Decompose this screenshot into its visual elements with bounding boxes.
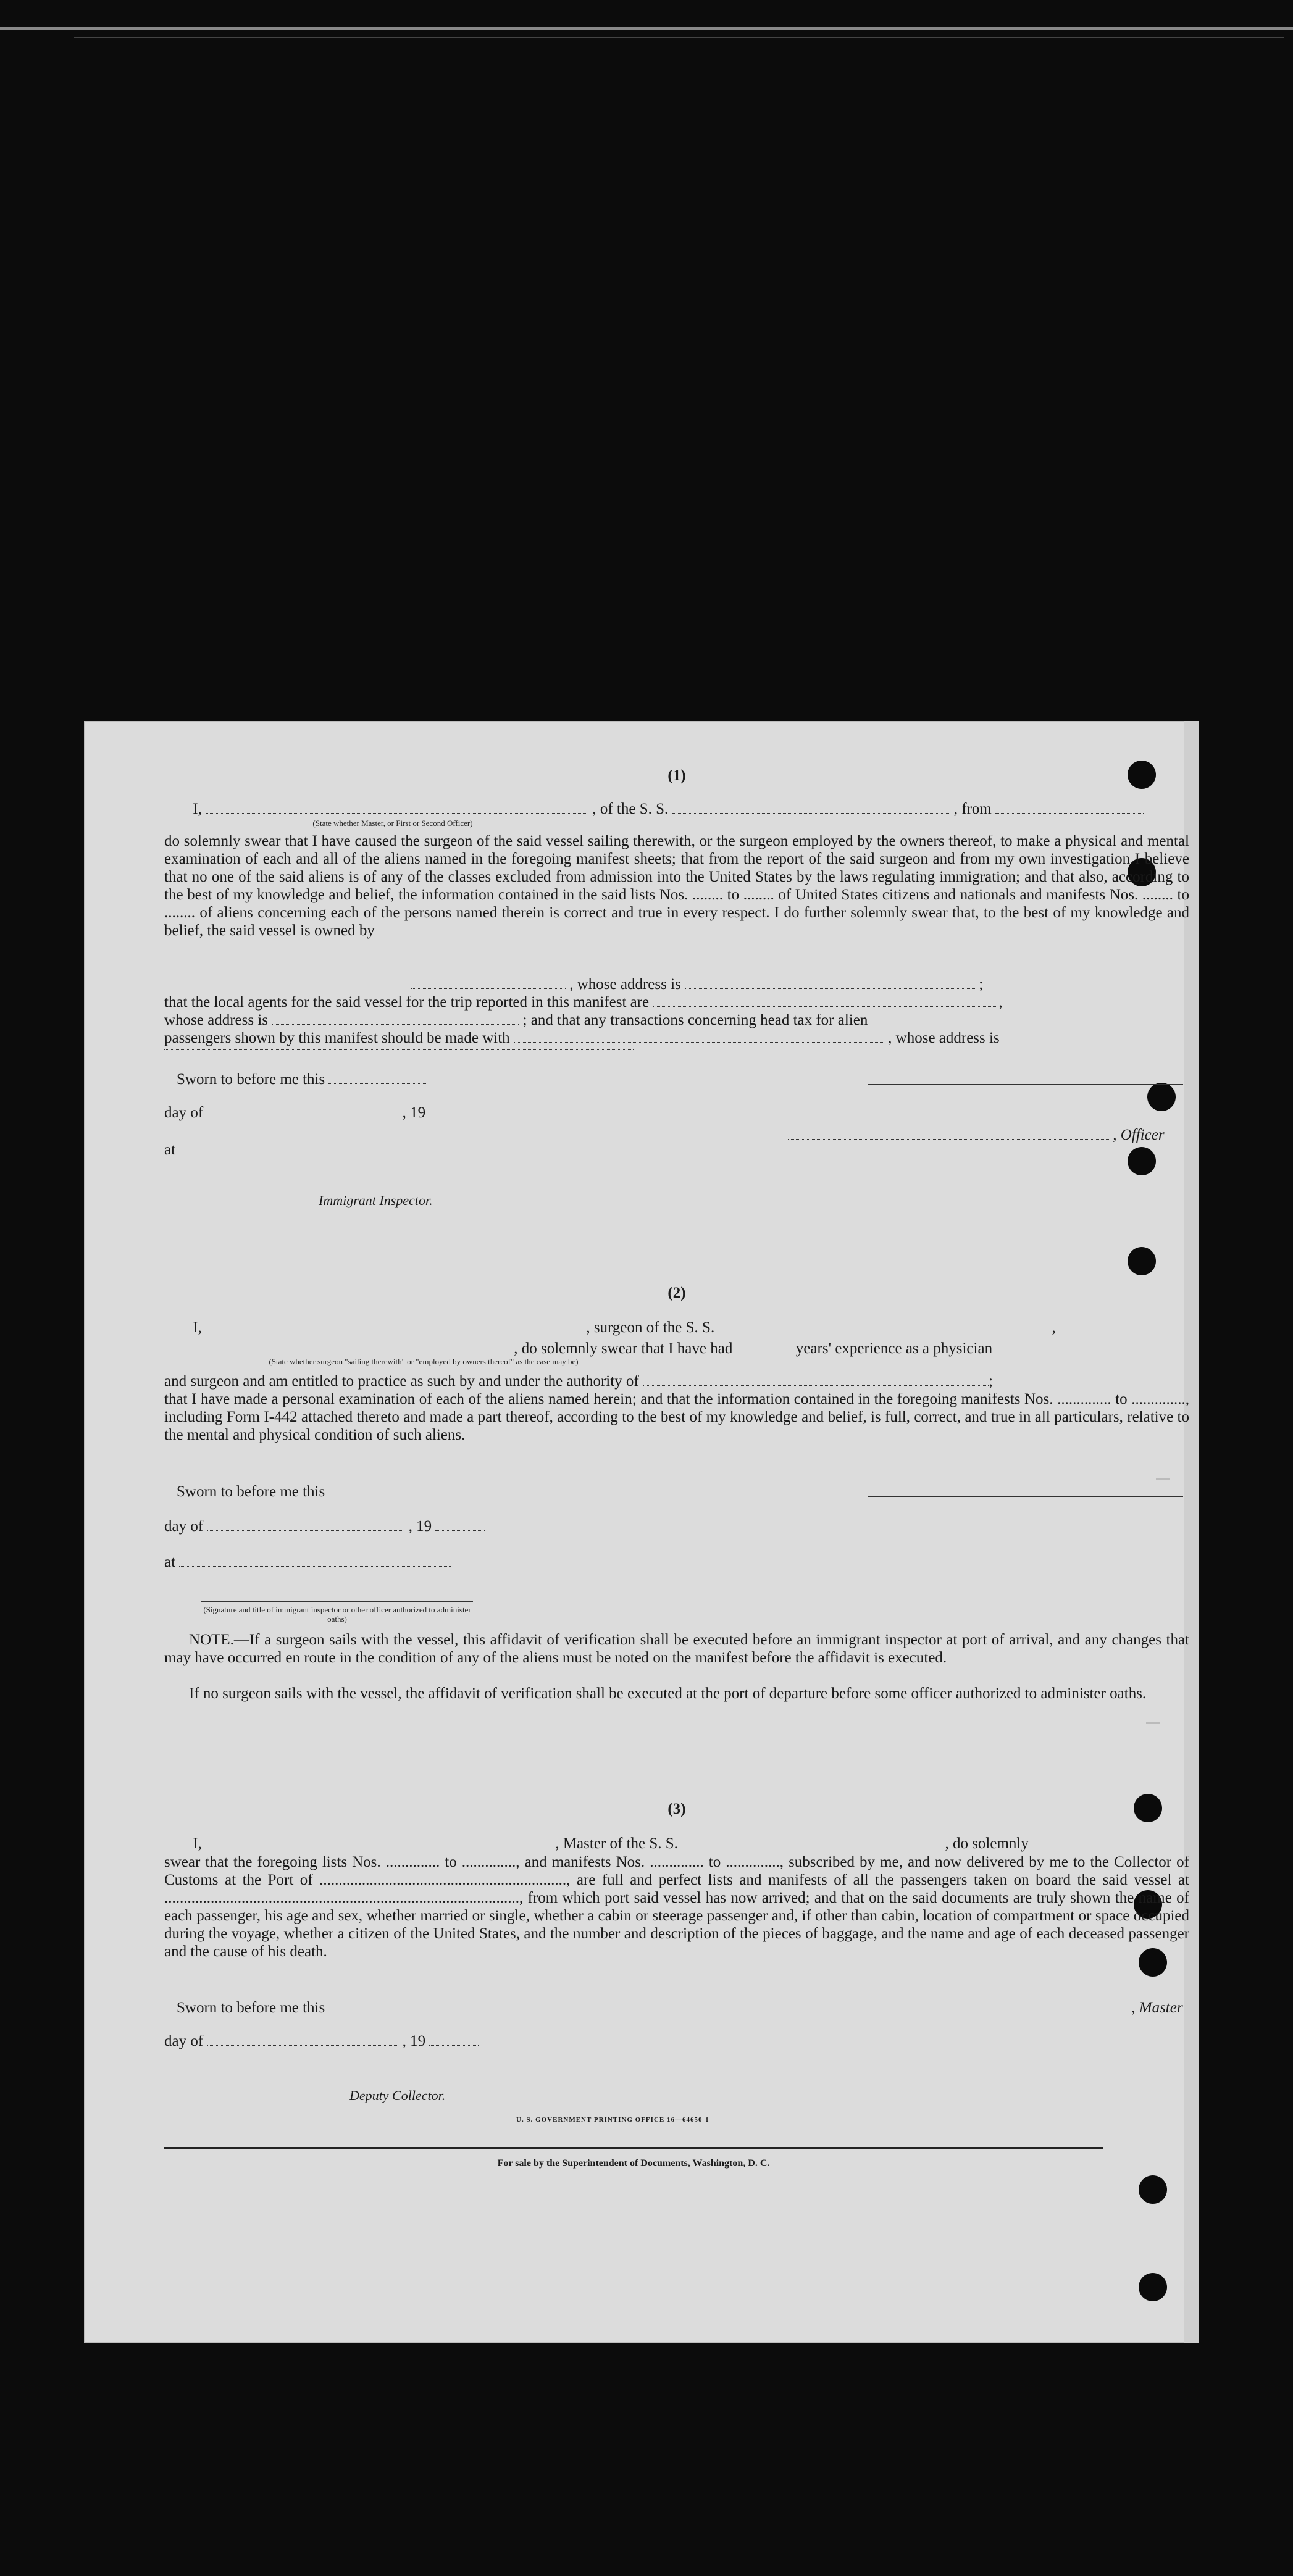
sec1-ss-label: , of the S. S. [592,801,669,817]
owner-blank[interactable] [411,976,566,989]
sec3-master-signature[interactable] [868,1999,1128,2012]
sec1-at-label: at [164,1141,176,1158]
sec3-ss-label: , Master of the S. S. [555,1835,678,1852]
vessel-name-blank[interactable] [672,801,950,814]
sec1-passengers-label: passengers shown by this manifest should be made with [164,1030,510,1046]
sec1-signature-line[interactable] [868,1084,1183,1085]
sec1-officer-label: , Officer [1113,1127,1165,1143]
sec3-master-label: , Master [1131,1999,1183,2016]
sec3-line1 [164,1835,1189,1853]
sec1-owned-end: , whose address is [569,976,681,993]
sec2-sworn-label: Sworn to before me this [177,1483,325,1500]
sec3-master-blank[interactable] [206,1835,551,1848]
margin-mark [1156,1478,1170,1480]
sec1-agents-label: that the local agents for the said vessel for the trip reported in this manifest are [164,994,650,1011]
sec1-agents-line: that the local agents for the said vessel for the trip reported in this manifest are , [164,994,1003,1011]
sec2-officer-line[interactable] [201,1601,473,1602]
sec1-day-blank[interactable] [207,1104,398,1117]
sec2-swear-label: , do solemnly swear that I have had [514,1340,733,1357]
surgeon-name-blank[interactable] [206,1319,582,1332]
sec1-at-line [164,1141,1189,1159]
sec1-day-line [164,1104,1189,1122]
margin-mark [1146,1722,1160,1724]
agents-address-blank[interactable] [272,1012,519,1025]
sec1-line1 [164,800,1189,818]
sec2-day-blank[interactable] [207,1518,404,1531]
footer-sale-text: For sale by the Superintendent of Documents, Washington, D. C. [497,2158,770,2169]
sec1-i-label: I, [193,801,202,817]
surgeon-status-blank[interactable] [164,1340,510,1353]
sec2-authority-label: and surgeon and am entitled to practice as such by and under the authority of [164,1373,639,1390]
sec2-signature-line[interactable] [868,1496,1183,1497]
sec1-year-label: , 19 [402,1104,426,1121]
sec1-year-blank[interactable] [429,1104,479,1117]
years-experience-blank[interactable] [737,1340,792,1353]
headtax-contact-blank[interactable] [514,1030,884,1043]
sec1-sworn-line [177,1070,1202,1088]
sec3-master-sign-line [868,1999,1189,2017]
sec1-addr2-label: whose address is [164,1012,269,1028]
scan-top-edge-shadow [74,37,1284,38]
sec1-inspector-label: Immigrant Inspector. [319,1193,433,1208]
sec2-note-1: NOTE.—If a surgeon sails with the vessel, this affidavit of verification shall be executed before an immigrant inspector at port of arrival, and any changes that may have occurred en route in the condition of any of the aliens must be noted on the manifest before the affidavit is executed. [164,1632,1189,1666]
sec3-sworn-label: Sworn to before me this [177,1999,325,2016]
punch-hole [1139,2273,1167,2301]
sec2-at-blank[interactable] [179,1554,451,1567]
footer-rule [164,2147,1103,2149]
master-name-blank[interactable] [206,801,588,814]
sec2-year-label: , 19 [408,1518,432,1535]
sec1-extra-blank[interactable] [164,1049,634,1050]
sec1-sworn-label: Sworn to before me this [177,1071,325,1088]
sec2-line3: and surgeon and am entitled to practice as such by and under the authority of ; [164,1373,993,1390]
punch-hole [1139,2175,1167,2204]
sec2-line2 [164,1340,1189,1357]
sec1-addr2-end: ; and that any transactions concerning head tax for alien [522,1012,868,1028]
sec3-day-label: day of [164,2033,204,2049]
owner-address-blank[interactable] [685,976,975,989]
from-port-blank[interactable] [995,801,1144,814]
scan-top-edge [0,27,1293,30]
sec3-solemnly: , do solemnly [945,1835,1029,1852]
printing-office-line: U. S. GOVERNMENT PRINTING OFFICE 16—64650-1 [516,2116,709,2124]
sec2-at-line [164,1553,1189,1571]
sec1-sworn-blank[interactable] [328,1071,427,1084]
sec1-passengers-line [164,1029,1189,1047]
sec1-body: do solemnly swear that I have caused the surgeon of the said vessel sailing therewith, or the surgeon employed by the owners thereof, to make a physical and mental examination of each and all of the aliens named in the foregoing manifest sheets; that from the report of the said surgeon and from my own investigation I believe that no one of the said aliens is of any of the classes excluded from admission into the United States by the laws regulating immigration; and that also, according to the best of my knowledge and belief, the information contained in the said lists Nos. ........ to ........ of United States citizens and nationals and manifests Nos. ........ to ........ of aliens concerning each of the persons named therein is correct and true in every respect. I do further solemnly swear that, to the best of my knowledge and belief, the said vessel is owned by [164,833,1189,939]
sec2-day-label: day of [164,1518,204,1535]
sec2-years-label: years' experience as a physician [795,1340,993,1357]
sec2-line1: I, , surgeon of the S. S. , [193,1319,1056,1336]
sec1-address2-line [164,1011,1189,1029]
sec1-caption: (State whether Master, or First or Second Officer) [312,819,473,828]
sec2-ss-label: , surgeon of the S. S. [586,1319,715,1336]
section-2-number: (2) [667,1285,686,1301]
form-page [84,721,1199,2343]
sec2-i-label: I, [193,1319,202,1336]
sec3-year-blank[interactable] [429,2033,479,2046]
sec2-year-blank[interactable] [435,1518,485,1531]
sec2-body: that I have made a personal examination of each of the aliens named herein; and that the information contained in the foregoing manifests Nos. .............. to .............., including Form I-442 attached thereto and made a part thereof, according to the best of my knowledge and belief, is full, correct, and true in all particulars, relative to the mental and physical condition of such aliens. [164,1391,1189,1443]
sec1-day-label: day of [164,1104,204,1121]
sec3-body: swear that the foregoing lists Nos. .............. to .............., and manifests Nos. .............. to .............., subscribed by me, and now delivered by me to the Collector of Customs at the Port of ................................................................, are full and perfect lists and manifests of all the passengers taken on board the said vessel at ............................................................................................, from which port said vessel has now arrived; and that on the said documents are truly shown the name of each passenger, his age and sex, whether married or single, whether a cabin or steerage passenger and, if other than cabin, location of compartment or space occupied during the voyage, whether a citizen of the United States, and the number and description of the pieces of baggage, and the name and age of each deceased passenger and the cause of his death. [164,1854,1189,1960]
section-3-number: (3) [667,1801,686,1817]
sec1-whose3: , whose address is [888,1030,1000,1046]
sec1-owned-line: , whose address is ; [411,975,1189,993]
sec3-sworn-blank[interactable] [328,1999,427,2012]
sec1-from-label: , from [953,801,992,817]
sec2-at-label: at [164,1554,176,1570]
sec2-sworn-line [177,1483,1202,1501]
sec3-day-blank[interactable] [207,2033,398,2046]
sec3-vessel-blank[interactable] [682,1835,941,1848]
punch-hole [1128,1247,1156,1275]
sec2-day-line [164,1517,1189,1535]
sec2-vessel-blank[interactable] [718,1319,1052,1332]
agents-blank[interactable] [653,994,998,1007]
sec2-signature-caption: (Signature and title of immigrant inspector or other officer authorized to administer oaths) [203,1605,471,1624]
authority-blank[interactable] [643,1373,989,1386]
sec2-note-2: If no surgeon sails with the vessel, the affidavit of verification shall be executed at the port of departure before some officer authorized to administer oaths. [189,1685,1147,1702]
sec3-year-label: , 19 [402,2033,426,2049]
sec3-day-line [164,2032,1189,2050]
sec2-sworn-blank[interactable] [328,1483,427,1496]
sec3-i-label: I, [193,1835,202,1852]
sec2-caption: (State whether surgeon "sailing therewith" or "employed by owners thereof" as the case may be) [269,1357,579,1366]
deputy-collector-label: Deputy Collector. [349,2088,446,2103]
sec1-officer-blank[interactable] [788,1127,1109,1140]
section-1-number: (1) [667,767,686,784]
sec1-at-blank[interactable] [179,1141,451,1154]
